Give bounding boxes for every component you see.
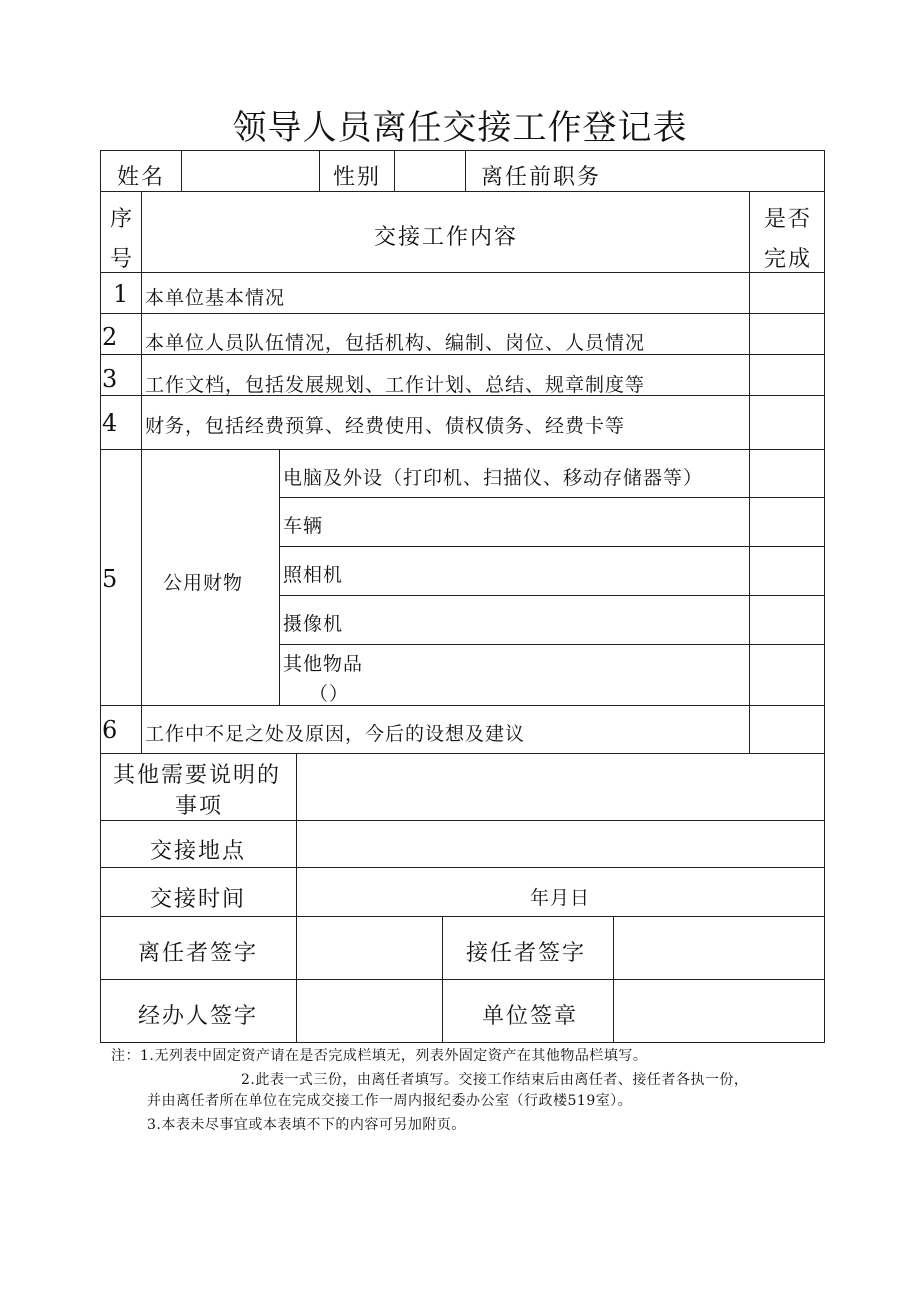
leaver-sign-field[interactable] <box>298 918 440 977</box>
grid-line <box>100 820 825 821</box>
row-content: 工作中不足之处及原因，今后的设想及建议 <box>145 723 526 745</box>
grid-line <box>465 150 466 191</box>
grid-line <box>319 150 320 191</box>
content-header: 交接工作内容 <box>374 225 519 250</box>
position-field[interactable] <box>610 152 822 189</box>
unit-seal-field[interactable] <box>615 981 822 1040</box>
other-notes-label: 事项 <box>175 794 224 819</box>
handover-place-field[interactable] <box>298 822 822 865</box>
grid-line <box>279 546 825 547</box>
asset-item: 车辆 <box>283 515 324 537</box>
asset-item: 照相机 <box>283 564 344 586</box>
row-content: 财务，包括经费预算、经费使用、债权债务、经费卡等 <box>145 415 626 437</box>
grid-line <box>100 272 825 273</box>
grid-line <box>279 644 825 645</box>
gender-label: 性别 <box>333 165 382 190</box>
handover-place-label: 交接地点 <box>150 839 247 864</box>
grid-line <box>100 916 825 917</box>
grid-line <box>100 313 825 314</box>
done-header-bottom: 完成 <box>764 247 813 272</box>
successor-sign-field[interactable] <box>615 918 822 977</box>
grid-line <box>100 449 825 450</box>
grid-line <box>100 191 825 192</box>
grid-line <box>100 150 825 151</box>
row-content: 本单位基本情况 <box>145 287 286 309</box>
grid-line <box>279 449 280 705</box>
handler-sign-field[interactable] <box>298 981 440 1040</box>
row-number: 3 <box>102 365 118 393</box>
grid-line <box>100 1042 825 1043</box>
other-notes-label: 其他需要说明的 <box>113 763 282 788</box>
row-number: 1 <box>113 280 129 308</box>
grid-line <box>442 916 443 1042</box>
note-line: 注：1.无列表中固定资产请在是否完成栏填无，列表外固定资产在其他物品栏填写。 <box>111 1048 648 1064</box>
grid-line <box>141 191 142 753</box>
grid-line <box>100 150 101 1043</box>
row-content: 公用财物 <box>163 572 244 594</box>
asset-item: （） <box>309 683 350 705</box>
form-title: 领导人员离任交接工作登记表 <box>232 108 688 148</box>
done-header-top: 是否 <box>764 207 813 232</box>
grid-line <box>279 595 825 596</box>
row-content: 工作文档，包括发展规划、工作计划、总结、规章制度等 <box>145 374 646 396</box>
row-number: 6 <box>102 716 118 744</box>
position-label: 离任前职务 <box>481 165 602 190</box>
seq-header-bottom: 号 <box>110 247 135 272</box>
gender-field[interactable] <box>396 152 463 189</box>
leaver-sign-label: 离任者签字 <box>138 941 259 966</box>
handover-date[interactable]: 年月日 <box>530 887 591 909</box>
note-line: 2.此表一式三份，由离任者填写。交接工作结束后由离任者、接任者各执一份， <box>241 1072 749 1088</box>
asset-item: 其他物品 <box>283 653 364 675</box>
seq-header-top: 序 <box>110 207 135 232</box>
unit-seal-label: 单位签章 <box>482 1004 579 1029</box>
row-number: 5 <box>102 565 118 593</box>
grid-line <box>296 753 297 1042</box>
successor-sign-label: 接任者签字 <box>466 941 587 966</box>
handover-time-label: 交接时间 <box>150 887 247 912</box>
row-number: 4 <box>102 409 118 437</box>
grid-line <box>100 867 825 868</box>
handler-sign-label: 经办人签字 <box>138 1004 259 1029</box>
grid-line <box>613 916 614 1042</box>
grid-line <box>394 150 395 191</box>
other-notes-field[interactable] <box>298 755 822 818</box>
name-field[interactable] <box>183 152 317 189</box>
grid-line <box>824 150 825 1043</box>
name-label: 姓名 <box>117 165 166 190</box>
grid-line <box>100 979 825 980</box>
asset-item: 摄像机 <box>283 613 344 635</box>
row-number: 2 <box>102 323 118 351</box>
grid-line <box>749 191 750 753</box>
grid-line <box>100 753 825 754</box>
grid-line <box>181 150 182 191</box>
asset-item: 电脑及外设（打印机、扫描仪、移动存储器等） <box>283 467 704 489</box>
note-line: 3.本表未尽事宜或本表填不下的内容可另加附页。 <box>147 1117 466 1133</box>
grid-line <box>100 705 825 706</box>
note-line: 并由离任者所在单位在完成交接工作一周内报纪委办公室（行政楼519室）。 <box>147 1093 633 1109</box>
grid-line <box>279 497 825 498</box>
row-content: 本单位人员队伍情况，包括机构、编制、岗位、人员情况 <box>145 332 646 354</box>
